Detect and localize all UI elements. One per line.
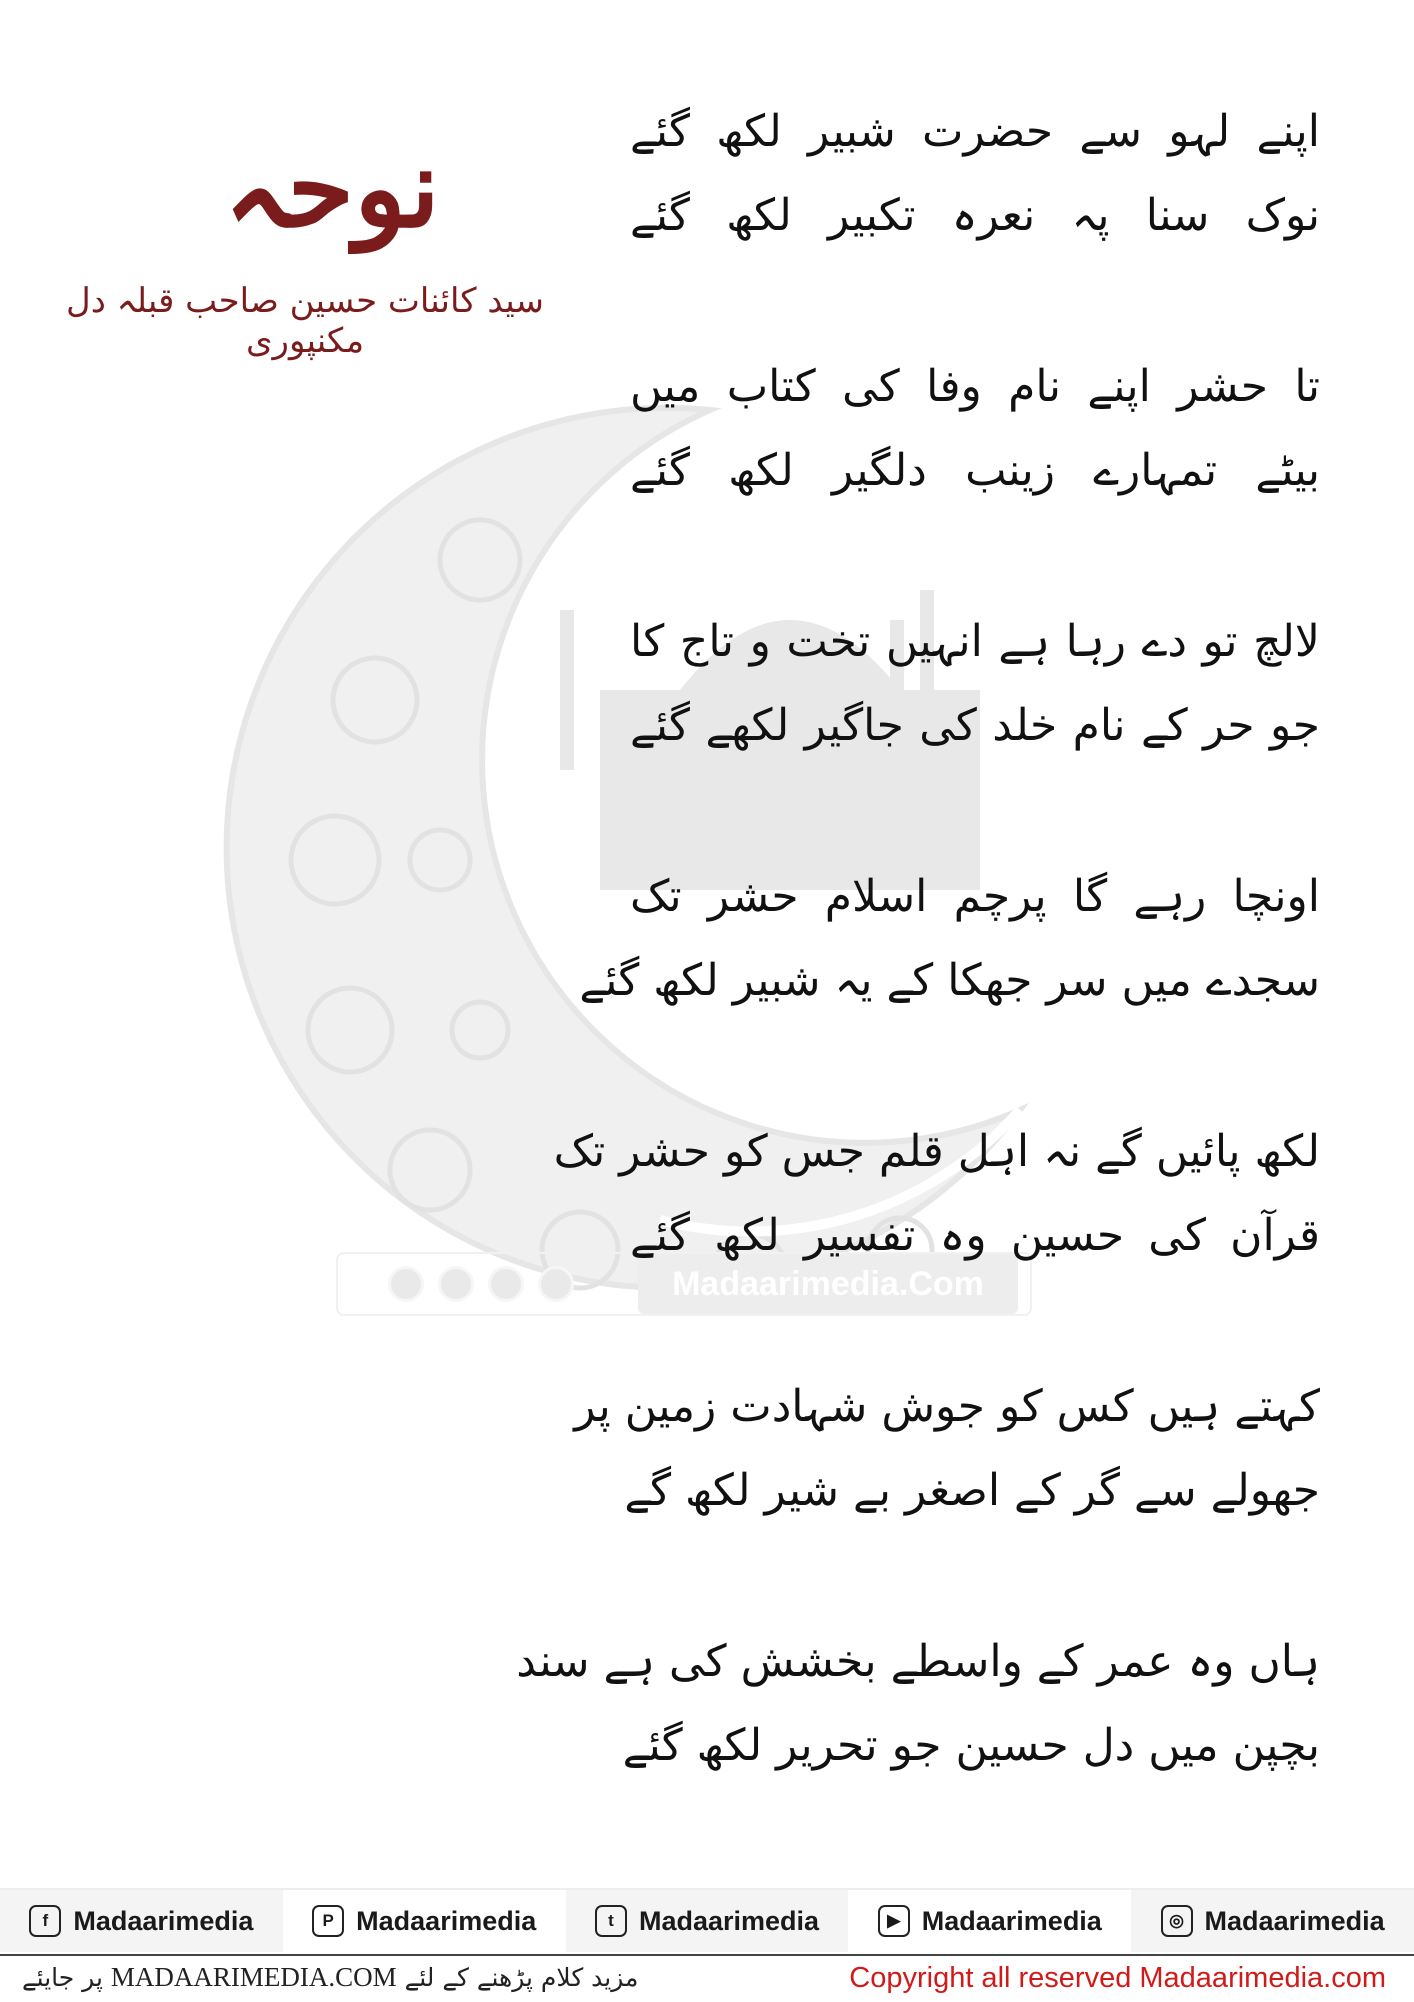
pinterest-icon: P [312, 1905, 344, 1937]
stanza [574, 1365, 1320, 1620]
verse-line: ہاں وہ عمر کے واسطے بخشش کی ہے سند [516, 1636, 1320, 1687]
twitter-label: Madaarimedia [638, 1905, 820, 1936]
verse-line: جھولے سے گر کے اصغر بے شیر لکھ گے [624, 1465, 1320, 1516]
twitter-icon: t [595, 1905, 627, 1937]
stanza [630, 600, 1320, 855]
verse-line: جو حر کے نام خلد کی جاگیر لکھے گئے [630, 700, 1320, 751]
phone-icon [538, 1266, 574, 1302]
verse-line: بچپن میں دل حسین جو تحریر لکھ گئے [622, 1720, 1320, 1771]
watermark-icons [388, 1266, 574, 1302]
poem [516, 90, 1320, 1875]
footer-site-link[interactable]: MADAARIMEDIA.COM [110, 1962, 397, 1992]
verse-line: تا حشر اپنے نام وفا کی کتاب میں [630, 361, 1320, 412]
stanza [579, 855, 1320, 1110]
poet-name: سید کائنات حسین صاحب قبلہ دل مکنپوری [66, 281, 544, 361]
youtube-icon: ▶ [878, 1905, 910, 1937]
instagram-link[interactable] [1131, 1890, 1414, 1952]
pinterest-label: Madaarimedia [356, 1905, 537, 1936]
verse-line: کہتے ہیں کس کو جوش شہادت زمین پر [574, 1381, 1320, 1432]
footer-suffix: پر جایئے [22, 1963, 103, 1992]
verse-line: لکھ پائیں گے نہ اہل قلم جس کو حشر تک [553, 1126, 1320, 1177]
facebook-icon: f [29, 1905, 61, 1937]
footer-visit-text [22, 1962, 638, 1993]
verse-line: نوک سنا پہ نعرہ تکبیر لکھ گئے [630, 190, 1320, 241]
user-icon [488, 1266, 524, 1302]
verse-line: قرآن کی حسین وہ تفسیر لکھ گئے [630, 1210, 1320, 1261]
instagram-label: Madaarimedia [1204, 1905, 1385, 1936]
social-links-bar [0, 1888, 1414, 1952]
footer-prefix: مزید کلام پڑھنے کے لئے [404, 1963, 639, 1992]
instagram-icon: ◎ [1161, 1905, 1193, 1937]
verse-line: بیٹے تمہارے زینب دلگیر لکھ گئے [630, 445, 1320, 496]
footer [0, 1954, 1414, 2002]
youtube-label: Madaarimedia [921, 1905, 1102, 1936]
watermark-text: Madaarimedia.Com [638, 1254, 1018, 1314]
pinterest-link[interactable] [283, 1890, 566, 1952]
stanza [630, 345, 1320, 600]
verse-line: لالچ تو دے رہا ہے انہیں تخت و تاج کا [630, 616, 1320, 667]
verse-line: اونچا رہے گا پرچم اسلام حشر تک [630, 871, 1320, 922]
stanza [516, 1620, 1320, 1875]
twitter-link[interactable] [566, 1890, 849, 1952]
facebook-link[interactable] [0, 1890, 283, 1952]
mail-icon [438, 1266, 474, 1302]
page-title: نوحہ [224, 126, 440, 252]
verse-line: اپنے لہو سے حضرت شبیر لکھ گئے [630, 106, 1320, 157]
facebook-label: Madaarimedia [73, 1905, 254, 1936]
stanza [553, 1110, 1320, 1365]
copyright-text: Copyright all reserved Madaarimedia.com [849, 1962, 1386, 1994]
verse-line: سجدے میں سر جھکا کے یہ شبیر لکھ گئے [579, 955, 1320, 1006]
home-icon [388, 1266, 424, 1302]
stanza [630, 90, 1320, 345]
youtube-link[interactable] [848, 1890, 1131, 1952]
